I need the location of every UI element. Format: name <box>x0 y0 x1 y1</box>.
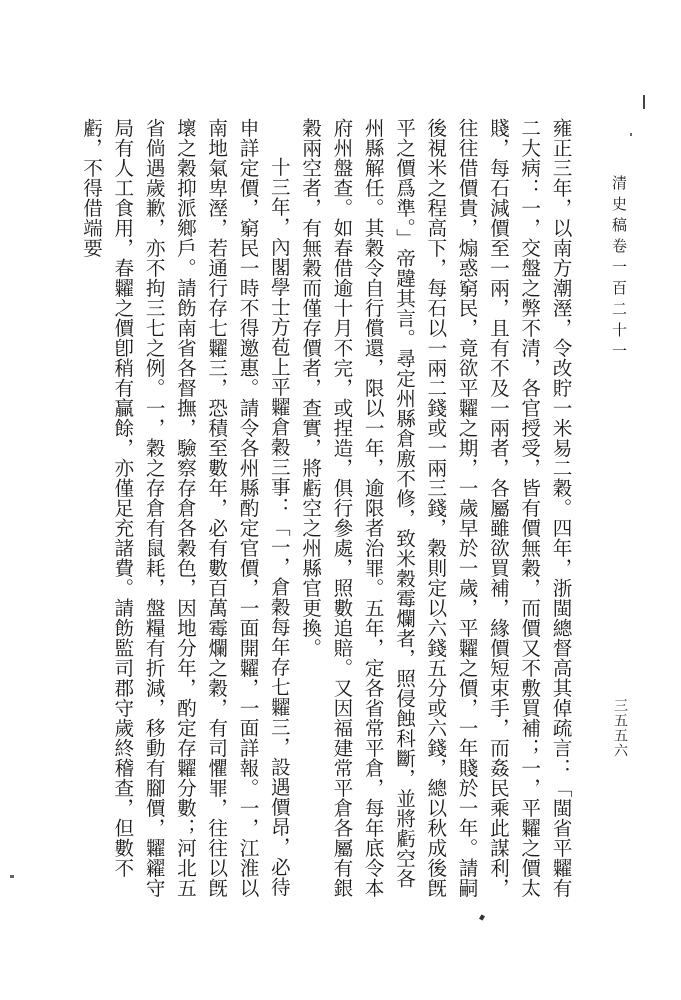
running-header-title: 清史稿卷一百二十一 <box>610 175 628 364</box>
scan-speck-mark <box>479 914 485 920</box>
body-text <box>79 118 576 904</box>
paragraph-2: 十三年，內閣學士方苞上平糶倉穀三事：「一，倉穀每年存七糶三，設遇價昂，必待申詳定價，窮民一時不得邀惠。請令各州縣酌定官價，一面開糶，一面詳報。一，江淮以南地氣卑溼，若通行存七糶三，恐積至數年，必有數百萬霉爛之穀，有司懼罪，往往以旣壞之穀抑派鄉戶。請飭南省各督撫，驗察存倉各穀色，因地分年，酌定存糶分數；河北五省倘遇歲歉，亦不拘三七之例。一，穀之存倉有鼠耗，盤糧有折減，移動有腳價，糶糴守局有人工食用，春糶之價卽稍有贏餘，亦僅足充諸費。請飭監司郡守歲終稽查，但數不虧，不得借端要 <box>79 118 291 898</box>
paragraph-1: 雍正三年，以南方潮溼，令改貯一米易二穀。四年，浙閩總督高其倬疏言：「閩省平糶有二大病：一，交盤之弊不清，各官授受，皆有價無穀，而價又不敷買補；一，平糶之價太賤，每石減價至一兩，且有不及一兩者，各屬雖欲買補，緣價短束手，而姦民乘此謀利，往往借價貴，煽惑窮民，竟欲平糶之期，一歲早於一歲，平糶之價，一年賤於一年。請嗣後視米之程高下，每石以一兩二錢或一兩三錢，穀則定以六錢五分或六錢，總以秋成後旣平之價爲準。」帝韙其言。尋定州縣倉廒不修，致米穀霉爛者，照侵蝕科斷，並將虧空各州縣解任。其穀令自行償還，限以一年，逾限者治罪。五年，定各省常平倉，每年底令本府州盤查。如春借逾十月不完，或捏造，俱行參處，照數追賠。又因福建常平倉各屬有銀穀兩空者，有無穀而僅存價者，查實，將虧空之州縣官更換。 <box>298 118 572 898</box>
scan-speck-mark <box>630 133 632 136</box>
page-number: 三五五六 <box>612 698 628 758</box>
scan-speck-mark <box>10 875 14 878</box>
scan-speck-mark <box>643 95 645 109</box>
